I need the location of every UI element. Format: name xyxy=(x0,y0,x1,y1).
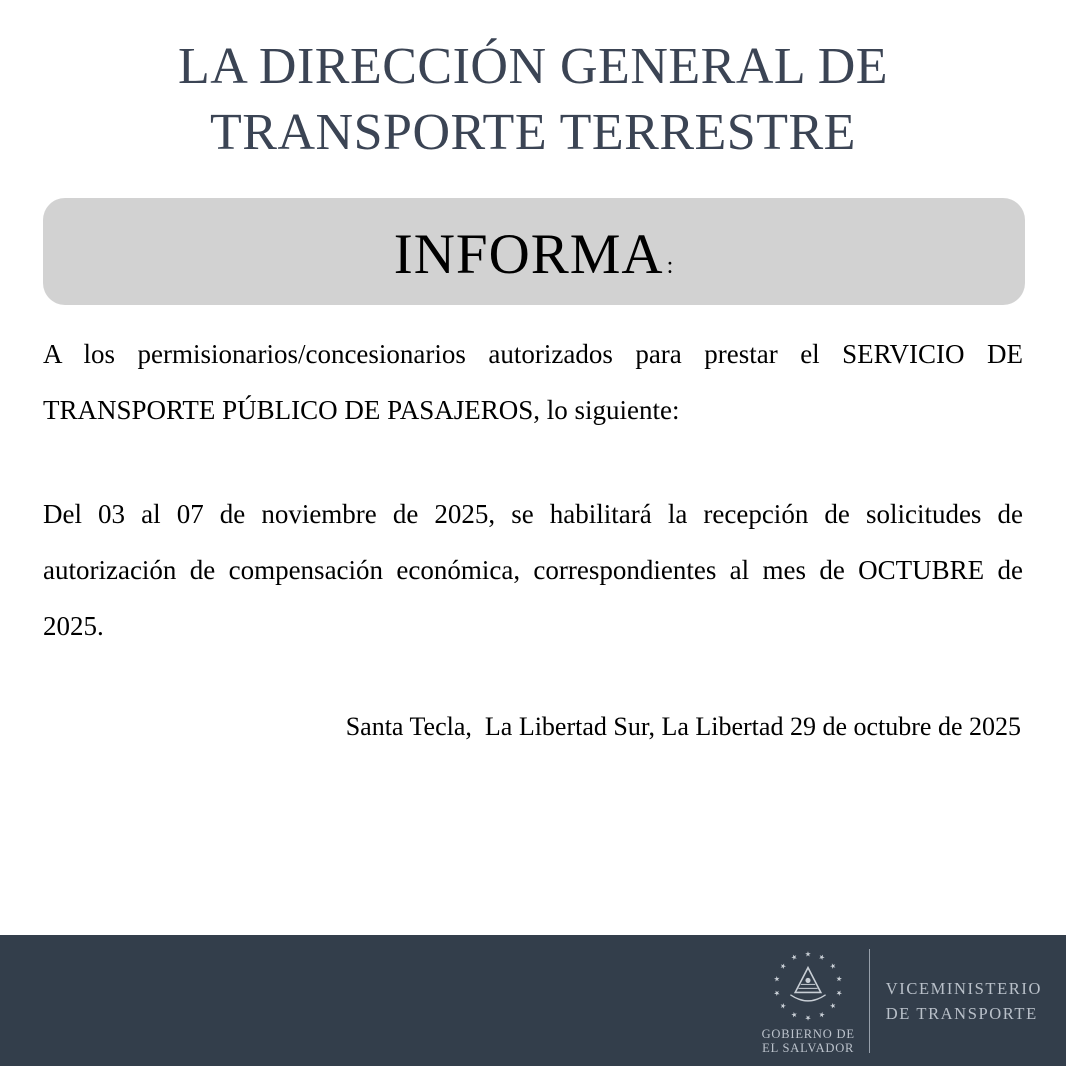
svg-text:★: ★ xyxy=(834,974,845,984)
svg-text:★: ★ xyxy=(834,988,845,998)
informa-word: INFORMA xyxy=(393,223,664,286)
svg-text:★: ★ xyxy=(827,960,839,972)
page-title-line1: LA DIRECCIÓN GENERAL DE xyxy=(177,38,889,95)
svg-text:★: ★ xyxy=(777,960,789,972)
svg-text:★: ★ xyxy=(777,1000,789,1012)
ministry-label-line2: DE TRANSPORTE xyxy=(885,1003,1038,1023)
footer-divider-line xyxy=(869,949,870,1053)
svg-text:★: ★ xyxy=(789,951,800,963)
svg-text:★: ★ xyxy=(827,1000,839,1012)
svg-text:★: ★ xyxy=(789,1009,800,1021)
svg-text:★: ★ xyxy=(804,1013,812,1023)
el-salvador-coat-of-arms-icon xyxy=(768,946,848,1026)
page-title-line2: TRANSPORTE TERRESTRE xyxy=(210,104,856,161)
dateline: Santa Tecla, La Libertad Sur, La Libertad 29 de octubre de 2025 xyxy=(345,712,1021,741)
ministry-label-line1: VICEMINISTERIO xyxy=(885,978,1042,998)
ministry-label xyxy=(886,976,1042,1026)
svg-text:★: ★ xyxy=(771,974,782,984)
informa-banner xyxy=(43,198,1025,305)
svg-text:★: ★ xyxy=(817,951,827,963)
svg-text:★: ★ xyxy=(817,1009,827,1021)
svg-text:★: ★ xyxy=(804,949,812,959)
page-title xyxy=(0,0,1066,166)
government-label-line2: EL SALVADOR xyxy=(762,1041,855,1055)
notice-paragraph-2: Del 03 al 07 de noviembre de 2025, se habilitará la recepción de solicitudes de autorización de compensación económica, correspondientes al mes de OCTUBRE de 2025. xyxy=(43,499,1023,641)
footer-bar xyxy=(0,935,1066,1066)
notice-paragraph-1: A los permisionarios/concesionarios autorizados para prestar el SERVICIO DE TRANSPORTE PÚBLICO DE PASAJEROS, lo siguiente: xyxy=(43,339,1023,425)
government-label xyxy=(762,1027,855,1055)
government-logo-block xyxy=(762,946,855,1055)
informa-banner-label xyxy=(394,216,675,287)
informa-colon: : xyxy=(666,253,675,279)
svg-text:★: ★ xyxy=(771,988,782,998)
government-label-line1: GOBIERNO DE xyxy=(761,1027,855,1041)
